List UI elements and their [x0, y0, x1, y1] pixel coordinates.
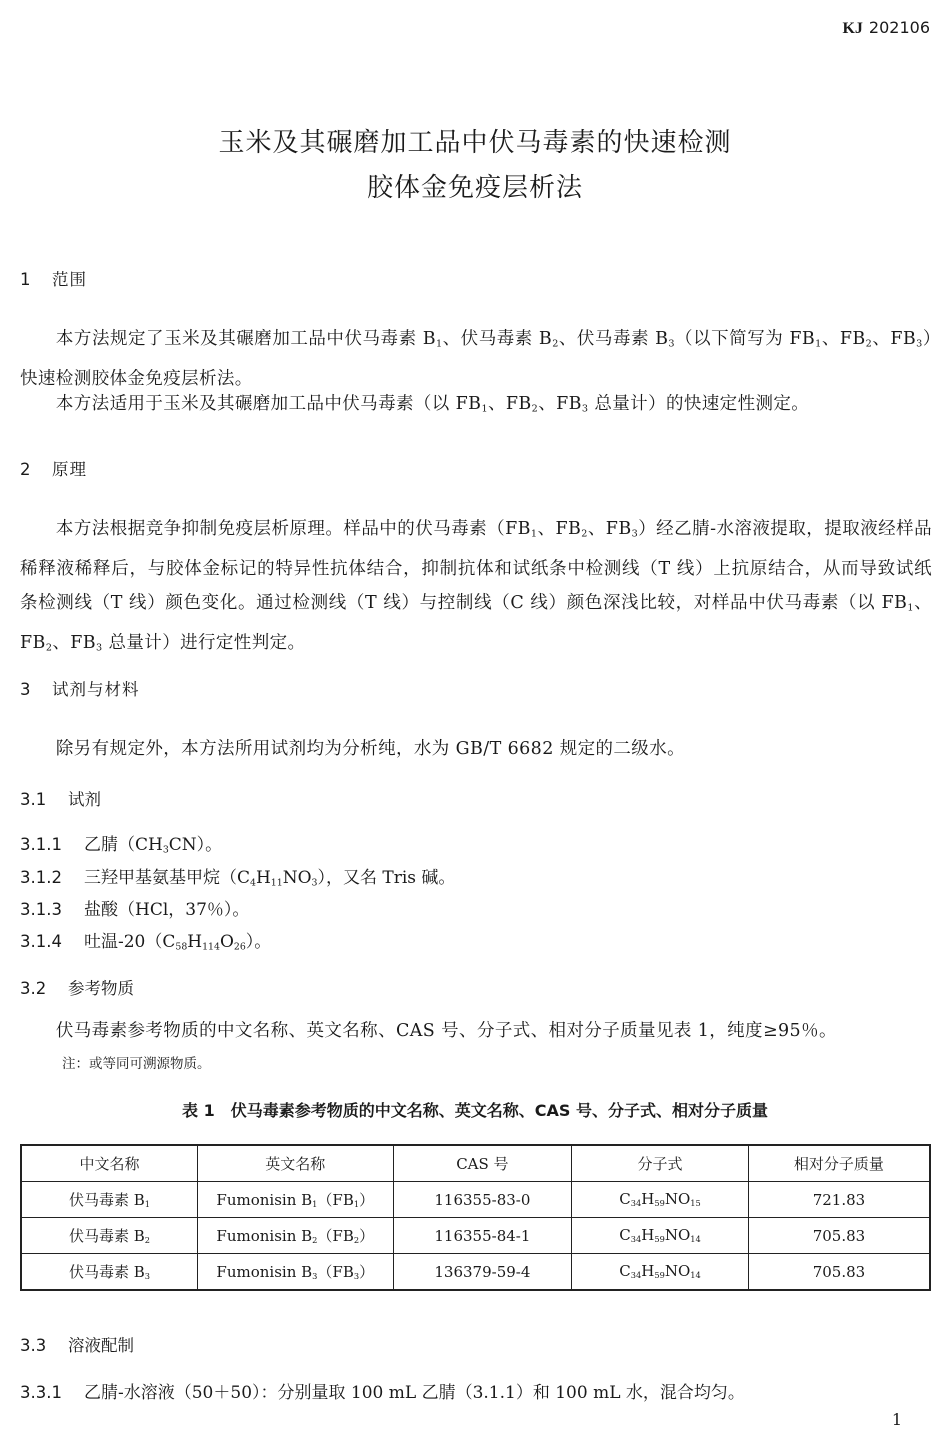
document-title-line1: 玉米及其碾磨加工品中伏马毒素的快速检测: [218, 128, 732, 158]
cell-mass: 705.83: [748, 1218, 930, 1254]
cell-english-name: Fumonisin $B_2(FB_2)$: [197, 1218, 393, 1254]
standard-code: [842, 18, 930, 38]
cell-chinese-name: 伏马毒素 $B_1$: [21, 1182, 197, 1218]
section-number: 3.2: [20, 979, 47, 998]
solution-item: 3.3.1 乙腈-水溶液（50＋50）：分别量取 100 mL 乙腈（3.1.1）和 100 mL 水，混合均匀。: [20, 1383, 745, 1403]
section-title: 试剂与材料: [52, 680, 140, 699]
code-number: 202106: [868, 18, 930, 37]
section-heading-reagents-materials: [20, 676, 140, 700]
scope-paragraph-2: 本方法适用于玉米及其碾磨加工品中伏马毒素（以 $FB_1$、$FB_2$、$FB_3$ 总量计）的快速定性测定。: [55, 394, 810, 415]
cell-formula: $C_{34}H_{59}NO_{14}$: [572, 1254, 749, 1291]
cell-cas: 116355-83-0: [393, 1182, 572, 1218]
section-title: 溶液配制: [68, 1336, 134, 1355]
section-heading-reference-materials: [20, 975, 134, 999]
table-row: [21, 1218, 930, 1254]
table-header-cell: 英文名称: [197, 1145, 393, 1182]
cell-formula: $C_{34}H_{59}NO_{15}$: [572, 1182, 749, 1218]
reference-intro-paragraph: 伏马毒素参考物质的中文名称、英文名称、CAS 号、分子式、相对分子质量见表 1，纯度≥95％。: [55, 1021, 837, 1041]
section-number: 3.3: [20, 1336, 47, 1355]
reagent-item: 3.1.4 吐温$-20(C_{58}H_{114}O_{26})$。: [20, 932, 272, 953]
cell-mass: 721.83: [748, 1182, 930, 1218]
section-title: 试剂: [68, 790, 101, 809]
cell-mass: 705.83: [748, 1254, 930, 1291]
section-number: 3.1: [20, 790, 47, 809]
reagent-item: 3.1.2 三羟甲基氨基甲烷$(C_4H_{11}NO_3)$，又名 Tris 碱。: [20, 868, 456, 889]
section-heading-reagents: [20, 786, 101, 810]
cell-chinese-name: 伏马毒素 $B_2$: [21, 1218, 197, 1254]
table-header-cell: 中文名称: [21, 1145, 197, 1182]
cell-formula: $C_{34}H_{59}NO_{14}$: [572, 1218, 749, 1254]
page-number: 1: [891, 1410, 902, 1429]
reagent-item: 3.1.3 盐酸（HCl，37％）。: [20, 900, 250, 920]
table-caption: 表 1 伏马毒素参考物质的中文名称、英文名称、CAS 号、分子式、相对分子质量: [182, 1101, 768, 1120]
cell-english-name: Fumonisin $B_1(FB_1)$: [197, 1182, 393, 1218]
cell-cas: 116355-84-1: [393, 1218, 572, 1254]
section-heading-solution-preparation: [20, 1332, 134, 1356]
table-row: [21, 1182, 930, 1218]
section-title: 原理: [52, 460, 87, 479]
section-number: 2: [20, 460, 32, 479]
cell-chinese-name: 伏马毒素 $B_3$: [21, 1254, 197, 1291]
reference-materials-table: [20, 1144, 931, 1291]
scope-paragraph-1: 本方法规定了玉米及其碾磨加工品中伏马毒素 $B_1$、伏马毒素 $B_2$、伏马毒素 $B_3$（以下简写为 $FB_1$、$FB_2$、$FB_3$）快速检测胶体金免疫层析法。: [20, 329, 932, 389]
cell-english-name: Fumonisin $B_3(FB_3)$: [197, 1254, 393, 1291]
section-title: 参考物质: [68, 979, 134, 998]
section-number: 1: [20, 270, 32, 289]
section-heading-principle: [20, 456, 87, 480]
reagents-intro-paragraph: 除另有规定外，本方法所用试剂均为分析纯，水为 GB/T 6682 规定的二级水。: [55, 739, 686, 759]
code-prefix: KJ: [842, 20, 863, 37]
table-header-cell: 相对分子质量: [748, 1145, 930, 1182]
cell-cas: 136379-59-4: [393, 1254, 572, 1291]
table-header-cell: CAS 号: [393, 1145, 572, 1182]
table-header-row: [21, 1145, 930, 1182]
section-number: 3: [20, 680, 32, 699]
table-header-cell: 分子式: [572, 1145, 749, 1182]
section-title: 范围: [52, 270, 87, 289]
reagent-item: 3.1.1 乙腈$(CH_3CN)$。: [20, 835, 223, 856]
reference-note: 注：或等同可溯源物质。: [62, 1056, 211, 1072]
table-row: [21, 1254, 930, 1291]
document-title-line2: 胶体金免疫层析法: [366, 173, 583, 203]
principle-paragraph: 本方法根据竞争抑制免疫层析原理。样品中的伏马毒素（$FB_1$、$FB_2$、$FB_3$）经乙腈-水溶液提取，提取液经样品稀释液稀释后，与胶体金标记的特异性抗体结合，抑制抗体和试纸条中检测线（T 线）上抗原结合，从而导致试纸条检测线（T 线）颜色变化。通过检测线（T 线）与控制线（C 线）颜色深浅比较，对样品中伏马毒素（以 $FB_1$、$FB_2$、$FB_3$ 总量计）进行定性判定。: [20, 519, 932, 654]
section-heading-scope: [20, 266, 87, 290]
